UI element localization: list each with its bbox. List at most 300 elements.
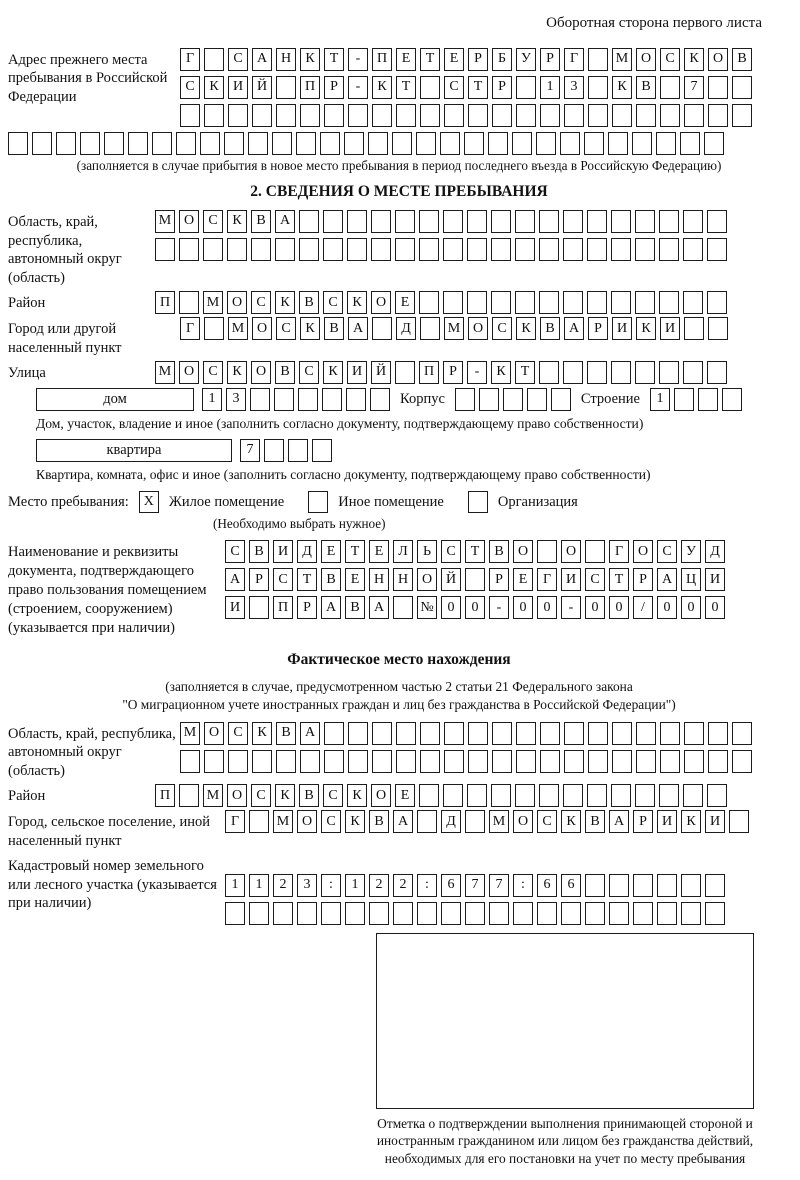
char-cell[interactable] bbox=[252, 750, 272, 773]
char-cell[interactable] bbox=[660, 750, 680, 773]
char-cell[interactable]: В bbox=[276, 722, 296, 745]
char-cell[interactable] bbox=[104, 132, 124, 155]
char-cell[interactable]: П bbox=[155, 784, 175, 807]
char-cell[interactable]: 1 bbox=[650, 388, 670, 411]
char-cell[interactable]: Р bbox=[468, 48, 488, 71]
char-cell[interactable] bbox=[539, 238, 559, 261]
char-cell[interactable] bbox=[585, 902, 605, 925]
char-cell[interactable] bbox=[563, 238, 583, 261]
char-cell[interactable]: И bbox=[273, 540, 293, 563]
char-cell[interactable] bbox=[527, 388, 547, 411]
char-cell[interactable]: В bbox=[299, 291, 319, 314]
char-cell[interactable] bbox=[588, 48, 608, 71]
char-cell[interactable] bbox=[633, 874, 653, 897]
char-cell[interactable]: / bbox=[633, 596, 653, 619]
char-cell[interactable] bbox=[443, 238, 463, 261]
char-cell[interactable]: Г bbox=[564, 48, 584, 71]
char-cell[interactable]: Е bbox=[513, 568, 533, 591]
char-cell[interactable]: С bbox=[537, 810, 557, 833]
char-cell[interactable] bbox=[395, 210, 415, 233]
char-cell[interactable]: П bbox=[372, 48, 392, 71]
char-cell[interactable]: К bbox=[681, 810, 701, 833]
char-cell[interactable] bbox=[348, 750, 368, 773]
char-cell[interactable]: С bbox=[203, 361, 223, 384]
char-cell[interactable]: А bbox=[225, 568, 245, 591]
char-cell[interactable] bbox=[684, 104, 704, 127]
char-cell[interactable] bbox=[707, 210, 727, 233]
char-cell[interactable]: Т bbox=[609, 568, 629, 591]
char-cell[interactable] bbox=[516, 750, 536, 773]
char-cell[interactable] bbox=[635, 238, 655, 261]
char-cell[interactable]: Е bbox=[321, 540, 341, 563]
char-cell[interactable]: 1 bbox=[249, 874, 269, 897]
char-cell[interactable] bbox=[444, 750, 464, 773]
char-cell[interactable]: 0 bbox=[609, 596, 629, 619]
char-cell[interactable]: - bbox=[348, 48, 368, 71]
char-cell[interactable] bbox=[288, 439, 308, 462]
char-cell[interactable] bbox=[539, 784, 559, 807]
char-cell[interactable] bbox=[393, 902, 413, 925]
char-cell[interactable]: И bbox=[612, 317, 632, 340]
char-cell[interactable] bbox=[312, 439, 332, 462]
char-cell[interactable]: С bbox=[251, 291, 271, 314]
char-cell[interactable] bbox=[443, 291, 463, 314]
char-cell[interactable] bbox=[608, 132, 628, 155]
char-cell[interactable] bbox=[660, 76, 680, 99]
char-cell[interactable] bbox=[657, 902, 677, 925]
char-cell[interactable] bbox=[588, 104, 608, 127]
char-cell[interactable]: Ц bbox=[681, 568, 701, 591]
char-cell[interactable]: П bbox=[155, 291, 175, 314]
char-cell[interactable]: Ь bbox=[417, 540, 437, 563]
char-cell[interactable]: А bbox=[321, 596, 341, 619]
char-cell[interactable] bbox=[491, 784, 511, 807]
char-cell[interactable]: 0 bbox=[657, 596, 677, 619]
char-cell[interactable]: С bbox=[228, 48, 248, 71]
char-cell[interactable]: А bbox=[252, 48, 272, 71]
char-cell[interactable]: 0 bbox=[465, 596, 485, 619]
char-cell[interactable] bbox=[468, 722, 488, 745]
char-cell[interactable]: Т bbox=[324, 48, 344, 71]
char-cell[interactable] bbox=[708, 76, 728, 99]
char-cell[interactable] bbox=[228, 750, 248, 773]
char-cell[interactable]: О bbox=[636, 48, 656, 71]
char-cell[interactable]: О bbox=[204, 722, 224, 745]
char-cell[interactable]: Е bbox=[395, 784, 415, 807]
char-cell[interactable]: Т bbox=[465, 540, 485, 563]
char-cell[interactable] bbox=[419, 210, 439, 233]
char-cell[interactable] bbox=[561, 902, 581, 925]
char-cell[interactable] bbox=[722, 388, 742, 411]
char-cell[interactable]: 7 bbox=[489, 874, 509, 897]
char-cell[interactable] bbox=[468, 104, 488, 127]
char-cell[interactable] bbox=[323, 210, 343, 233]
char-cell[interactable] bbox=[465, 810, 485, 833]
char-cell[interactable] bbox=[152, 132, 172, 155]
char-cell[interactable]: А bbox=[609, 810, 629, 833]
char-cell[interactable]: С bbox=[323, 784, 343, 807]
char-cell[interactable] bbox=[275, 238, 295, 261]
char-cell[interactable] bbox=[635, 784, 655, 807]
char-cell[interactable] bbox=[395, 238, 415, 261]
char-cell[interactable] bbox=[298, 388, 318, 411]
char-cell[interactable] bbox=[32, 132, 52, 155]
char-cell[interactable] bbox=[489, 902, 509, 925]
checkbox-organization[interactable] bbox=[468, 491, 488, 513]
char-cell[interactable] bbox=[680, 132, 700, 155]
char-cell[interactable] bbox=[657, 874, 677, 897]
char-cell[interactable] bbox=[611, 784, 631, 807]
char-cell[interactable] bbox=[732, 750, 752, 773]
char-cell[interactable] bbox=[707, 291, 727, 314]
char-cell[interactable]: С bbox=[492, 317, 512, 340]
char-cell[interactable] bbox=[276, 76, 296, 99]
char-cell[interactable] bbox=[419, 238, 439, 261]
char-cell[interactable] bbox=[420, 317, 440, 340]
char-cell[interactable] bbox=[635, 361, 655, 384]
char-cell[interactable]: О bbox=[252, 317, 272, 340]
char-cell[interactable]: С bbox=[273, 568, 293, 591]
char-cell[interactable] bbox=[563, 291, 583, 314]
char-cell[interactable]: Г bbox=[225, 810, 245, 833]
char-cell[interactable] bbox=[370, 388, 390, 411]
char-cell[interactable]: 6 bbox=[561, 874, 581, 897]
char-cell[interactable]: И bbox=[660, 317, 680, 340]
char-cell[interactable] bbox=[300, 750, 320, 773]
char-cell[interactable]: С bbox=[299, 361, 319, 384]
char-cell[interactable] bbox=[540, 750, 560, 773]
char-cell[interactable] bbox=[584, 132, 604, 155]
char-cell[interactable]: М bbox=[273, 810, 293, 833]
char-cell[interactable] bbox=[611, 291, 631, 314]
char-cell[interactable] bbox=[707, 784, 727, 807]
char-cell[interactable] bbox=[347, 210, 367, 233]
char-cell[interactable]: В bbox=[585, 810, 605, 833]
char-cell[interactable] bbox=[420, 104, 440, 127]
char-cell[interactable] bbox=[612, 750, 632, 773]
char-cell[interactable]: Т bbox=[345, 540, 365, 563]
char-cell[interactable] bbox=[659, 784, 679, 807]
char-cell[interactable] bbox=[684, 317, 704, 340]
char-cell[interactable] bbox=[180, 104, 200, 127]
char-cell[interactable]: К bbox=[275, 291, 295, 314]
char-cell[interactable]: У bbox=[681, 540, 701, 563]
char-cell[interactable] bbox=[420, 76, 440, 99]
char-cell[interactable] bbox=[491, 210, 511, 233]
char-cell[interactable]: Е bbox=[395, 291, 415, 314]
char-cell[interactable] bbox=[612, 104, 632, 127]
char-cell[interactable] bbox=[611, 238, 631, 261]
char-cell[interactable]: Р bbox=[297, 596, 317, 619]
char-cell[interactable] bbox=[564, 750, 584, 773]
char-cell[interactable]: С bbox=[585, 568, 605, 591]
char-cell[interactable] bbox=[179, 291, 199, 314]
char-cell[interactable] bbox=[564, 722, 584, 745]
char-cell[interactable]: К bbox=[345, 810, 365, 833]
char-cell[interactable]: А bbox=[369, 596, 389, 619]
char-cell[interactable] bbox=[674, 388, 694, 411]
char-cell[interactable]: М bbox=[489, 810, 509, 833]
char-cell[interactable] bbox=[249, 902, 269, 925]
char-cell[interactable] bbox=[204, 317, 224, 340]
char-cell[interactable] bbox=[323, 238, 343, 261]
char-cell[interactable]: 2 bbox=[369, 874, 389, 897]
char-cell[interactable]: А bbox=[348, 317, 368, 340]
char-cell[interactable]: Т bbox=[297, 568, 317, 591]
char-cell[interactable] bbox=[417, 902, 437, 925]
char-cell[interactable]: И bbox=[705, 810, 725, 833]
char-cell[interactable]: - bbox=[348, 76, 368, 99]
char-cell[interactable] bbox=[660, 104, 680, 127]
char-cell[interactable] bbox=[368, 132, 388, 155]
char-cell[interactable] bbox=[683, 361, 703, 384]
char-cell[interactable]: 1 bbox=[202, 388, 222, 411]
char-cell[interactable] bbox=[635, 291, 655, 314]
char-cell[interactable]: О bbox=[371, 784, 391, 807]
char-cell[interactable] bbox=[539, 210, 559, 233]
char-cell[interactable] bbox=[396, 722, 416, 745]
char-cell[interactable] bbox=[560, 132, 580, 155]
char-cell[interactable]: Т bbox=[396, 76, 416, 99]
char-cell[interactable] bbox=[681, 902, 701, 925]
char-cell[interactable]: В bbox=[321, 568, 341, 591]
char-cell[interactable] bbox=[516, 722, 536, 745]
char-cell[interactable] bbox=[516, 104, 536, 127]
char-cell[interactable]: Т bbox=[468, 76, 488, 99]
char-cell[interactable] bbox=[563, 361, 583, 384]
char-cell[interactable] bbox=[683, 291, 703, 314]
char-cell[interactable]: Г bbox=[537, 568, 557, 591]
char-cell[interactable]: М bbox=[612, 48, 632, 71]
char-cell[interactable] bbox=[612, 722, 632, 745]
char-cell[interactable]: Л bbox=[393, 540, 413, 563]
char-cell[interactable] bbox=[729, 810, 749, 833]
char-cell[interactable] bbox=[537, 902, 557, 925]
char-cell[interactable] bbox=[372, 750, 392, 773]
char-cell[interactable]: С bbox=[660, 48, 680, 71]
char-cell[interactable]: К bbox=[372, 76, 392, 99]
char-cell[interactable] bbox=[455, 388, 475, 411]
char-cell[interactable]: К bbox=[612, 76, 632, 99]
char-cell[interactable] bbox=[492, 104, 512, 127]
char-cell[interactable] bbox=[274, 388, 294, 411]
char-cell[interactable]: Р bbox=[489, 568, 509, 591]
char-cell[interactable]: И bbox=[705, 568, 725, 591]
char-cell[interactable]: Р bbox=[633, 810, 653, 833]
char-cell[interactable] bbox=[684, 750, 704, 773]
char-cell[interactable] bbox=[659, 361, 679, 384]
char-cell[interactable]: 1 bbox=[540, 76, 560, 99]
char-cell[interactable]: В bbox=[540, 317, 560, 340]
char-cell[interactable] bbox=[539, 361, 559, 384]
char-cell[interactable] bbox=[443, 784, 463, 807]
char-cell[interactable]: И bbox=[657, 810, 677, 833]
char-cell[interactable] bbox=[440, 132, 460, 155]
char-cell[interactable] bbox=[56, 132, 76, 155]
char-cell[interactable]: К bbox=[300, 317, 320, 340]
char-cell[interactable] bbox=[708, 317, 728, 340]
char-cell[interactable]: Н bbox=[276, 48, 296, 71]
char-cell[interactable] bbox=[416, 132, 436, 155]
char-cell[interactable] bbox=[536, 132, 556, 155]
char-cell[interactable] bbox=[348, 722, 368, 745]
char-cell[interactable]: А bbox=[657, 568, 677, 591]
char-cell[interactable]: Д bbox=[396, 317, 416, 340]
char-cell[interactable] bbox=[251, 238, 271, 261]
char-cell[interactable] bbox=[660, 722, 680, 745]
char-cell[interactable]: О bbox=[297, 810, 317, 833]
char-cell[interactable]: 0 bbox=[441, 596, 461, 619]
char-cell[interactable]: И bbox=[228, 76, 248, 99]
char-cell[interactable] bbox=[297, 902, 317, 925]
char-cell[interactable] bbox=[683, 784, 703, 807]
char-cell[interactable] bbox=[392, 132, 412, 155]
char-cell[interactable] bbox=[609, 902, 629, 925]
char-cell[interactable] bbox=[443, 210, 463, 233]
char-cell[interactable]: Г bbox=[180, 317, 200, 340]
char-cell[interactable]: К bbox=[300, 48, 320, 71]
char-cell[interactable] bbox=[588, 722, 608, 745]
char-cell[interactable]: Д bbox=[441, 810, 461, 833]
char-cell[interactable] bbox=[515, 238, 535, 261]
char-cell[interactable]: : bbox=[417, 874, 437, 897]
char-cell[interactable]: О bbox=[633, 540, 653, 563]
char-cell[interactable]: К bbox=[347, 291, 367, 314]
char-cell[interactable]: В bbox=[489, 540, 509, 563]
char-cell[interactable] bbox=[491, 238, 511, 261]
char-cell[interactable]: 0 bbox=[681, 596, 701, 619]
char-cell[interactable]: В bbox=[275, 361, 295, 384]
char-cell[interactable] bbox=[587, 291, 607, 314]
char-cell[interactable] bbox=[420, 750, 440, 773]
char-cell[interactable] bbox=[176, 132, 196, 155]
char-cell[interactable] bbox=[707, 361, 727, 384]
char-cell[interactable] bbox=[224, 132, 244, 155]
char-cell[interactable] bbox=[227, 238, 247, 261]
char-cell[interactable] bbox=[587, 210, 607, 233]
char-cell[interactable] bbox=[539, 291, 559, 314]
char-cell[interactable] bbox=[515, 291, 535, 314]
char-cell[interactable]: С bbox=[321, 810, 341, 833]
char-cell[interactable] bbox=[372, 317, 392, 340]
char-cell[interactable]: К bbox=[275, 784, 295, 807]
char-cell[interactable]: 0 bbox=[537, 596, 557, 619]
char-cell[interactable]: - bbox=[489, 596, 509, 619]
char-cell[interactable]: М bbox=[155, 361, 175, 384]
char-cell[interactable] bbox=[585, 874, 605, 897]
char-cell[interactable] bbox=[705, 902, 725, 925]
char-cell[interactable] bbox=[492, 722, 512, 745]
char-cell[interactable] bbox=[659, 238, 679, 261]
char-cell[interactable] bbox=[324, 104, 344, 127]
char-cell[interactable]: О bbox=[179, 210, 199, 233]
char-cell[interactable]: С bbox=[441, 540, 461, 563]
char-cell[interactable] bbox=[656, 132, 676, 155]
char-cell[interactable] bbox=[371, 210, 391, 233]
char-cell[interactable]: С bbox=[444, 76, 464, 99]
char-cell[interactable]: Р bbox=[540, 48, 560, 71]
char-cell[interactable] bbox=[441, 902, 461, 925]
char-cell[interactable] bbox=[515, 784, 535, 807]
char-cell[interactable]: И bbox=[225, 596, 245, 619]
char-cell[interactable]: И bbox=[561, 568, 581, 591]
char-cell[interactable] bbox=[347, 238, 367, 261]
char-cell[interactable] bbox=[588, 750, 608, 773]
char-cell[interactable] bbox=[587, 784, 607, 807]
char-cell[interactable] bbox=[540, 722, 560, 745]
char-cell[interactable] bbox=[708, 750, 728, 773]
char-cell[interactable]: Т bbox=[515, 361, 535, 384]
char-cell[interactable]: Н bbox=[393, 568, 413, 591]
char-cell[interactable]: К bbox=[636, 317, 656, 340]
char-cell[interactable] bbox=[683, 210, 703, 233]
char-cell[interactable]: 0 bbox=[705, 596, 725, 619]
char-cell[interactable]: 7 bbox=[684, 76, 704, 99]
char-cell[interactable]: И bbox=[347, 361, 367, 384]
char-cell[interactable]: М bbox=[203, 291, 223, 314]
char-cell[interactable] bbox=[611, 210, 631, 233]
char-cell[interactable]: Р bbox=[633, 568, 653, 591]
char-cell[interactable] bbox=[248, 132, 268, 155]
char-cell[interactable]: 7 bbox=[240, 439, 260, 462]
char-cell[interactable]: О bbox=[561, 540, 581, 563]
char-cell[interactable] bbox=[228, 104, 248, 127]
char-cell[interactable]: К bbox=[561, 810, 581, 833]
char-cell[interactable] bbox=[681, 874, 701, 897]
char-cell[interactable]: М bbox=[180, 722, 200, 745]
char-cell[interactable]: А bbox=[300, 722, 320, 745]
char-cell[interactable] bbox=[393, 596, 413, 619]
char-cell[interactable] bbox=[346, 388, 366, 411]
char-cell[interactable] bbox=[272, 132, 292, 155]
char-cell[interactable]: В bbox=[732, 48, 752, 71]
char-cell[interactable] bbox=[633, 902, 653, 925]
char-cell[interactable]: К bbox=[204, 76, 224, 99]
char-cell[interactable]: Й bbox=[371, 361, 391, 384]
char-cell[interactable] bbox=[464, 132, 484, 155]
char-cell[interactable] bbox=[396, 750, 416, 773]
char-cell[interactable] bbox=[320, 132, 340, 155]
char-cell[interactable] bbox=[732, 76, 752, 99]
char-cell[interactable] bbox=[417, 810, 437, 833]
char-cell[interactable]: К bbox=[516, 317, 536, 340]
char-cell[interactable] bbox=[203, 238, 223, 261]
char-cell[interactable]: О bbox=[227, 291, 247, 314]
checkbox-other-premises[interactable] bbox=[308, 491, 328, 513]
char-cell[interactable]: Е bbox=[444, 48, 464, 71]
char-cell[interactable]: : bbox=[321, 874, 341, 897]
char-cell[interactable] bbox=[585, 540, 605, 563]
char-cell[interactable] bbox=[276, 104, 296, 127]
char-cell[interactable] bbox=[179, 784, 199, 807]
char-cell[interactable]: Г bbox=[609, 540, 629, 563]
char-cell[interactable]: С bbox=[180, 76, 200, 99]
char-cell[interactable]: О bbox=[417, 568, 437, 591]
char-cell[interactable]: Д bbox=[705, 540, 725, 563]
char-cell[interactable] bbox=[276, 750, 296, 773]
char-cell[interactable]: Д bbox=[297, 540, 317, 563]
char-cell[interactable] bbox=[705, 874, 725, 897]
char-cell[interactable] bbox=[488, 132, 508, 155]
char-cell[interactable] bbox=[467, 210, 487, 233]
char-cell[interactable] bbox=[369, 902, 389, 925]
char-cell[interactable] bbox=[372, 104, 392, 127]
char-cell[interactable]: О bbox=[513, 810, 533, 833]
char-cell[interactable] bbox=[467, 784, 487, 807]
char-cell[interactable] bbox=[708, 104, 728, 127]
char-cell[interactable]: 1 bbox=[345, 874, 365, 897]
char-cell[interactable]: У bbox=[516, 48, 536, 71]
